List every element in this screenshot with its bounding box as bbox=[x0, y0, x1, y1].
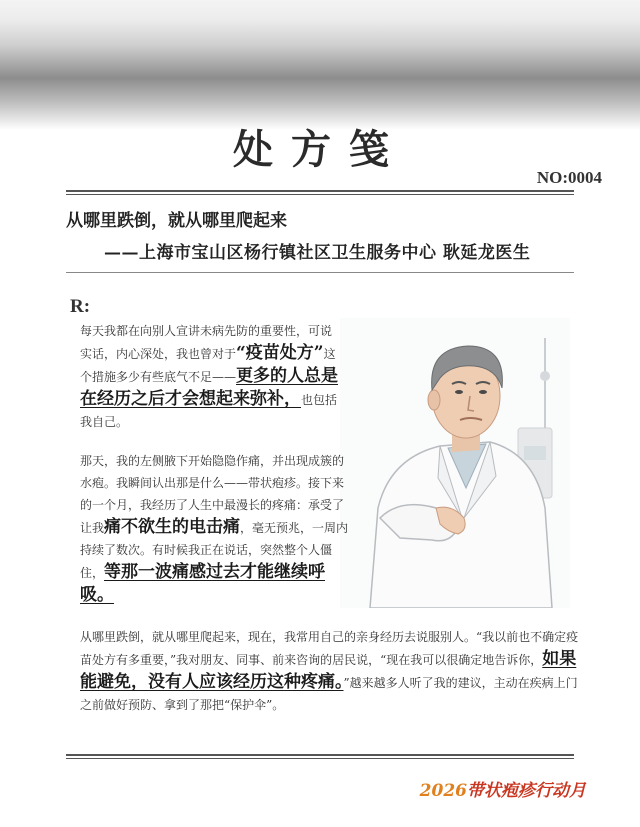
paragraph-1-text-e: 也包括我自己。 bbox=[80, 393, 338, 429]
header-divider bbox=[66, 190, 574, 195]
paragraph-1 bbox=[80, 320, 340, 433]
paragraph-2-text-a: 那天，我的左侧腋下开始隐隐作痛，并出现成簇的水疱。我瞬间认出那是什么——带状疱疹。接下来的一个月，我经历了人生中最漫长的疼痛：承受了让我 bbox=[80, 454, 345, 535]
doctor-illustration bbox=[340, 318, 570, 608]
campaign-brand bbox=[420, 776, 586, 801]
campaign-year: 2026 bbox=[419, 781, 467, 801]
paragraph-3 bbox=[80, 626, 580, 716]
paragraph-3-emphasis-avoid: 如果能避免，没有人应该经历这种疼痛。 bbox=[80, 649, 577, 692]
paragraph-1-emphasis-people: 更多的人总是在经历之后才会想起来弥补， bbox=[80, 366, 339, 409]
paragraph-3-text-c: ”越来越多人听了我的建议，主动在疾病上门之前做好预防、拿到了那把“保护伞”。 bbox=[80, 676, 578, 712]
header-banner bbox=[0, 0, 640, 130]
rx-label: R: bbox=[70, 296, 91, 317]
paragraph-1-emphasis-vaccine: “疫苗处方” bbox=[236, 343, 324, 363]
paragraph-2-emphasis-pain: 痛不欲生的电击痛 bbox=[104, 517, 241, 537]
paragraph-2 bbox=[80, 450, 350, 607]
document-number: NO:0004 bbox=[536, 168, 602, 187]
paragraph-1-text-c: 这个措施多少有些底气不足—— bbox=[80, 347, 336, 384]
footer-divider bbox=[66, 754, 574, 759]
paragraph-2-emphasis-breath: 等那一波痛感过去才能继续呼吸。 bbox=[80, 562, 326, 605]
campaign-name: 带状疱疹行动月 bbox=[467, 781, 586, 801]
paragraph-2-text-c: ，毫无预兆，一周内持续了数次。有时候我正在说话，突然整个人僵住， bbox=[80, 521, 349, 580]
article-headline: 从哪里跌倒，就从哪里爬起来 bbox=[66, 211, 287, 231]
article-byline: ——上海市宝山区杨行镇社区卫生服务中心 耿延龙医生 bbox=[104, 243, 531, 263]
byline-divider bbox=[66, 272, 574, 273]
paragraph-1-text-a: 每天我都在向别人宣讲未病先防的重要性，可说实话，内心深处，我也曾对于 bbox=[80, 324, 333, 361]
paragraph-3-text-a: 从哪里跌倒，就从哪里爬起来，现在，我常用自己的亲身经历去说服别人。“我以前也不确定疫苗处方有多重要，”我对朋友、同事、前来咨询的居民说，“现在我可以很确定地告诉你， bbox=[80, 630, 579, 667]
page-title: 处方笺 bbox=[233, 126, 407, 173]
